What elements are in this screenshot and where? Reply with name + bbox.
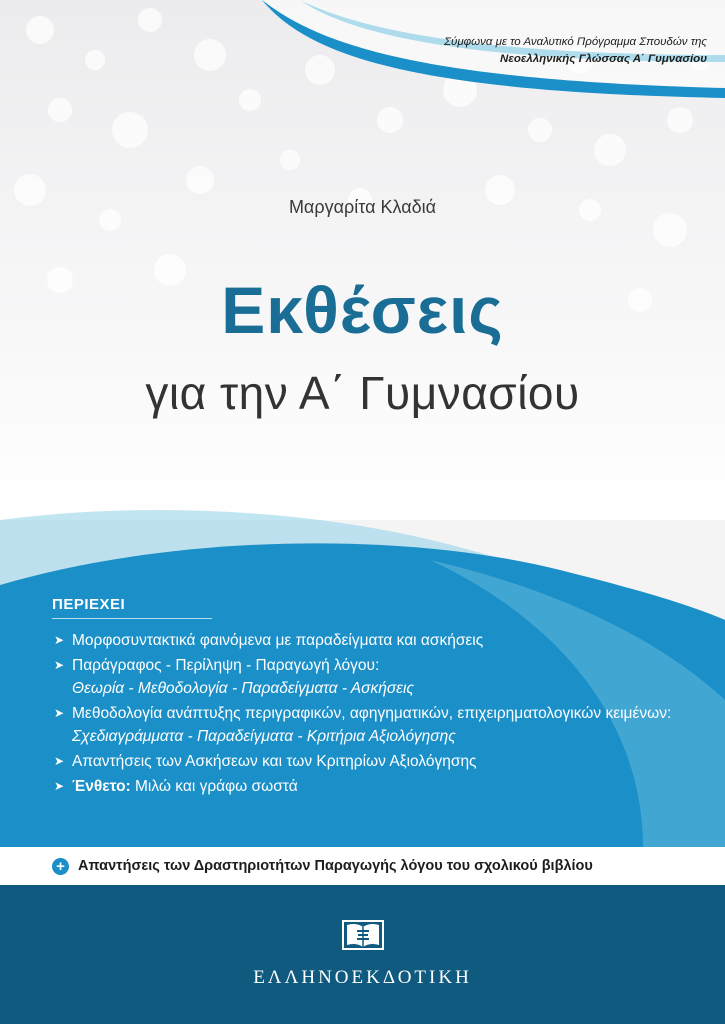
- publisher-name: ΕΛΛΗΝΟΕΚΔΟΤΙΚΗ: [253, 967, 472, 988]
- list-item-text: Μορφοσυντακτικά φαινόμενα με παραδείγματα και ασκήσεις: [72, 632, 484, 649]
- arrow-bullet-icon: ➤: [54, 706, 65, 720]
- list-item-text: Απαντήσεις των Ασκήσεων και των Κριτηρίων Αξιολόγησης: [72, 753, 477, 770]
- contents-list: [52, 629, 692, 798]
- bonus-bar: [0, 847, 725, 885]
- book-logo-icon: [337, 915, 389, 955]
- list-item: [52, 702, 692, 748]
- list-item: [52, 775, 692, 798]
- contents-heading: ΠΕΡΙΕΧΕΙ: [52, 596, 212, 619]
- insert-label: Ένθετο:: [72, 778, 131, 795]
- list-item: [52, 654, 692, 700]
- list-item: [52, 750, 692, 773]
- list-item: [52, 629, 692, 652]
- list-item-text: Παράγραφος - Περίληψη - Παραγωγή λόγου:: [72, 657, 380, 674]
- list-item-subtext: Σχεδιαγράμματα - Παραδείγματα - Κριτήρια Αξιολόγησης: [72, 728, 456, 745]
- author-name: Μαργαρίτα Κλαδιά: [288, 197, 437, 217]
- arrow-bullet-icon: ➤: [54, 754, 65, 768]
- publisher-footer: [0, 885, 725, 1024]
- curriculum-note-line2: Νεοελληνικής Γλώσσας Α΄ Γυμνασίου: [500, 53, 707, 65]
- arrow-bullet-icon: ➤: [54, 633, 65, 647]
- curriculum-note: [444, 34, 707, 68]
- book-title: Εκθέσεις: [221, 273, 504, 347]
- plus-icon: +: [52, 858, 69, 875]
- arrow-bullet-icon: ➤: [54, 658, 65, 672]
- book-subtitle: για την Α΄ Γυμνασίου: [145, 367, 580, 419]
- arrow-bullet-icon: ➤: [54, 779, 65, 793]
- list-item-subtext: Θεωρία - Μεθοδολογία - Παραδείγματα - Ασκήσεις: [72, 680, 414, 697]
- curriculum-note-line1: Σύμφωνα με το Αναλυτικό Πρόγραμμα Σπουδών της: [444, 36, 707, 48]
- bonus-text: Απαντήσεις των Δραστηριοτήτων Παραγωγής λόγου του σχολικού βιβλίου: [78, 858, 593, 874]
- list-item-text: Μιλώ και γράφω σωστά: [135, 778, 298, 795]
- list-item-text: Μεθοδολογία ανάπτυξης περιγραφικών, αφηγηματικών, επιχειρηματολογικών κειμένων:: [72, 705, 672, 722]
- contents-section: [52, 596, 692, 800]
